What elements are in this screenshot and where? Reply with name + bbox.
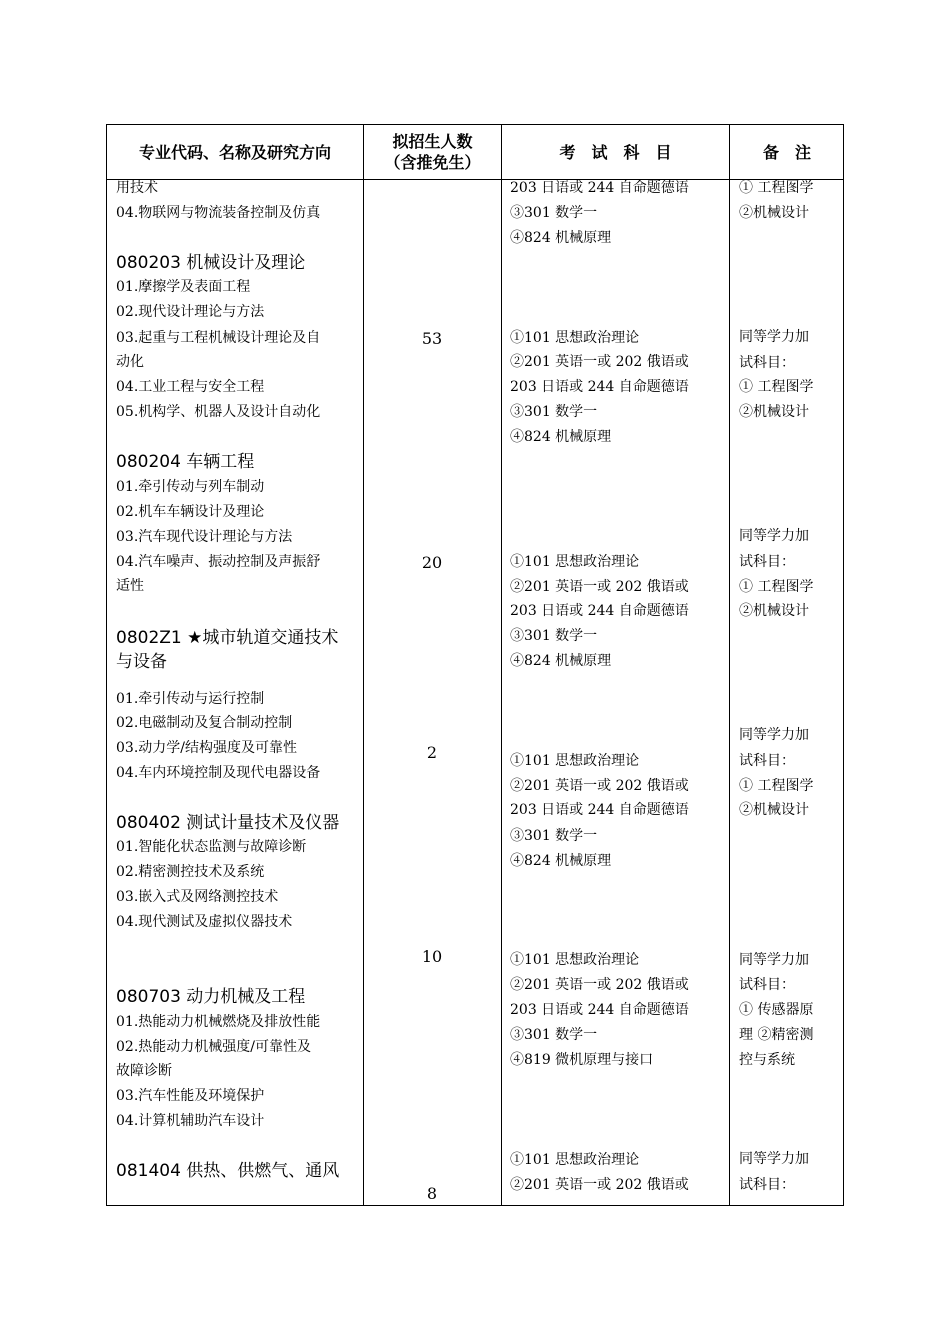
remark-line: 同等学力加 (739, 727, 809, 743)
exam-line: ④824 机械原理 (510, 230, 612, 246)
direction-line: 适性 (116, 578, 144, 594)
exam-line: ②201 英语一或 202 俄语或 (510, 778, 689, 794)
direction-line: 01.牵引传动与列车制动 (116, 479, 265, 495)
direction-line: 04.计算机辅助汽车设计 (116, 1113, 265, 1129)
remark-line: 试科目： (739, 753, 795, 769)
enrollment-count: 20 (421, 553, 443, 572)
direction-line: 04.车内环境控制及现代电器设备 (116, 765, 321, 781)
major-title: 080203 机械设计及理论 (116, 253, 306, 273)
exam-line: 203 日语或 244 自命题德语 (510, 603, 689, 619)
major-line: 04.物联网与物流装备控制及仿真 (116, 205, 321, 221)
exam-line: ③301 数学一 (510, 404, 598, 420)
column-divider (363, 125, 364, 1205)
direction-line: 03.动力学/结构强度及可靠性 (116, 740, 297, 756)
major-line: 用技术 (116, 180, 158, 196)
enrollment-count: 10 (421, 947, 443, 966)
direction-line: 02.电磁制动及复合制动控制 (116, 715, 293, 731)
direction-line: 04.现代测试及虚拟仪器技术 (116, 914, 293, 930)
remark-line: ②机械设计 (739, 603, 809, 619)
direction-line: 03.嵌入式及网络测控技术 (116, 889, 279, 905)
remark-line: 试科目： (739, 977, 795, 993)
header-remarks: 备 注 (762, 142, 811, 162)
exam-line: 203 日语或 244 自命题德语 (510, 180, 689, 196)
direction-line: 故障诊断 (116, 1063, 172, 1079)
exam-line: ①101 思想政治理论 (510, 1152, 640, 1168)
direction-line: 动化 (116, 354, 144, 370)
major-title: 080402 测试计量技术及仪器 (116, 813, 340, 833)
exam-line: ④824 机械原理 (510, 653, 612, 669)
exam-line: 203 日语或 244 自命题德语 (510, 379, 689, 395)
remark-line: 理 ②精密测 (739, 1027, 814, 1043)
header-exam-subjects: 考 试 科 目 (559, 142, 672, 162)
header-enrollment: 拟招生人数 （含推免生） (384, 132, 481, 172)
remark-line: ① 工程图学 (739, 379, 814, 395)
remark-line: ① 传感器原 (739, 1002, 814, 1018)
exam-line: ②201 英语一或 202 俄语或 (510, 1177, 689, 1193)
remark-line: 同等学力加 (739, 1151, 809, 1167)
exam-line: ③301 数学一 (510, 1027, 598, 1043)
direction-line: 01.牵引传动与运行控制 (116, 691, 265, 707)
remark-line: 同等学力加 (739, 329, 809, 345)
direction-line: 02.精密测控技术及系统 (116, 864, 265, 880)
remark-line: 试科目： (739, 355, 795, 371)
direction-line: 03.起重与工程机械设计理论及自 (116, 330, 321, 346)
direction-line: 03.汽车现代设计理论与方法 (116, 529, 293, 545)
direction-line: 02.机车车辆设计及理论 (116, 504, 265, 520)
remark-line: ②机械设计 (739, 404, 809, 420)
major-title: 0802Z1 ★城市轨道交通技术 (116, 628, 339, 648)
remark-line: 试科目： (739, 554, 795, 570)
exam-line: ②201 英语一或 202 俄语或 (510, 579, 689, 595)
remark-line: 控与系统 (739, 1052, 795, 1068)
exam-line: ③301 数学一 (510, 628, 598, 644)
exam-line: ①101 思想政治理论 (510, 554, 640, 570)
major-title: 080703 动力机械及工程 (116, 987, 306, 1007)
major-title: 081404 供热、供燃气、通风 (116, 1161, 340, 1181)
admissions-table (106, 124, 844, 1206)
exam-line: 203 日语或 244 自命题德语 (510, 802, 689, 818)
remark-line: ① 工程图学 (739, 778, 814, 794)
exam-line: ④824 机械原理 (510, 853, 612, 869)
enrollment-count: 53 (421, 329, 443, 348)
header-major: 专业代码、名称及研究方向 (138, 142, 331, 162)
direction-line: 05.机构学、机器人及设计自动化 (116, 404, 321, 420)
exam-line: ③301 数学一 (510, 828, 598, 844)
direction-line: 01.摩擦学及表面工程 (116, 279, 251, 295)
remark-line: 同等学力加 (739, 528, 809, 544)
remark-line: ① 工程图学 (739, 180, 814, 196)
major-title: 与设备 (116, 652, 167, 672)
exam-line: ③301 数学一 (510, 205, 598, 221)
direction-line: 04.工业工程与安全工程 (116, 379, 265, 395)
header-divider (107, 179, 843, 180)
remark-line: 试科目： (739, 1177, 795, 1193)
exam-line: ④824 机械原理 (510, 429, 612, 445)
remark-line: 同等学力加 (739, 952, 809, 968)
exam-line: ④819 微机原理与接口 (510, 1052, 654, 1068)
remark-line: ②机械设计 (739, 802, 809, 818)
exam-line: ①101 思想政治理论 (510, 952, 640, 968)
enrollment-count: 2 (426, 743, 438, 762)
remark-line: ① 工程图学 (739, 579, 814, 595)
direction-line: 01.热能动力机械燃烧及排放性能 (116, 1014, 321, 1030)
exam-line: ②201 英语一或 202 俄语或 (510, 977, 689, 993)
enrollment-count: 8 (426, 1184, 438, 1203)
direction-line: 01.智能化状态监测与故障诊断 (116, 839, 307, 855)
exam-line: ①101 思想政治理论 (510, 753, 640, 769)
exam-line: 203 日语或 244 自命题德语 (510, 1002, 689, 1018)
direction-line: 02.热能动力机械强度/可靠性及 (116, 1039, 311, 1055)
column-divider (729, 125, 730, 1205)
column-divider (501, 125, 502, 1205)
remark-line: ②机械设计 (739, 205, 809, 221)
direction-line: 03.汽车性能及环境保护 (116, 1088, 265, 1104)
direction-line: 02.现代设计理论与方法 (116, 304, 265, 320)
exam-line: ②201 英语一或 202 俄语或 (510, 354, 689, 370)
direction-line: 04.汽车噪声、振动控制及声振舒 (116, 554, 321, 570)
exam-line: ①101 思想政治理论 (510, 330, 640, 346)
major-title: 080204 车辆工程 (116, 452, 255, 472)
